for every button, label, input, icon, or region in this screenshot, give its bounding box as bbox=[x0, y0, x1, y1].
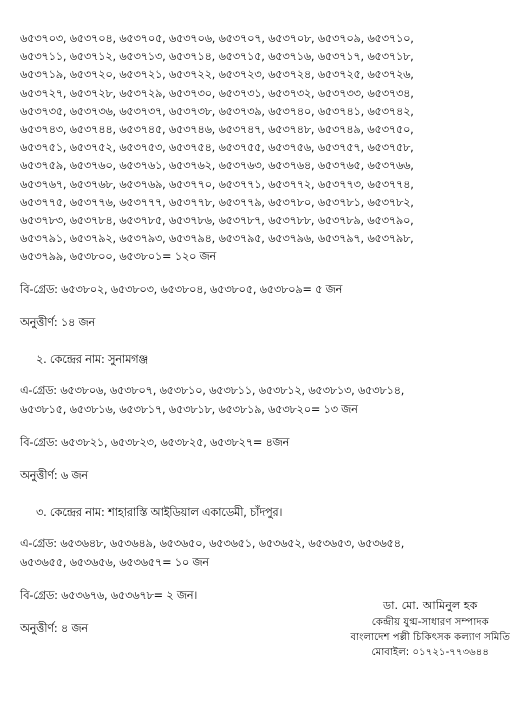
roll-line: ৬৫৩৭৯১, ৬৫৩৭৯২, ৬৫৩৭৯৩, ৬৫৩৭৯৪, ৬৫৩৭৯৫, ৬৫৩৭৯৬, ৬৫৩৭৯৭, ৬৫৩৭৯৮, bbox=[20, 232, 414, 246]
roll-line: ৬৫৩৭৮৩, ৬৫৩৭৮৪, ৬৫৩৭৮৫, ৬৫৩৭৮৬, ৬৫৩৭৮৭, ৬৫৩৭৮৮, ৬৫৩৭৮৯, ৬৫৩৭৯০, bbox=[20, 213, 414, 227]
a-grade-line: এ-গ্রেড: ৬৫৩৮০৬, ৬৫৩৮০৭, ৬৫৩৮১০, ৬৫৩৮১১, ৬৫৩৮১২, ৬৫৩৮১৩, ৬৫৩৮১৪, bbox=[20, 384, 405, 398]
center-2-b-grade: বি-গ্রেড: ৬৫৩৮২১, ৬৫৩৮২৩, ৬৫৩৮২৫, ৬৫৩৮২৭= ৪জন bbox=[20, 436, 290, 450]
center-3-failed: অনুত্তীর্ণ: ৪ জন bbox=[20, 622, 88, 636]
signature-block bbox=[351, 598, 510, 660]
roll-line: ৬৫৩৭১১, ৬৫৩৭১২, ৬৫৩৭১৩, ৬৫৩৭১৪, ৬৫৩৭১৫, ৬৫৩৭১৬, ৬৫৩৭১৭, ৬৫৩৭১৮, bbox=[20, 50, 414, 64]
signatory-designation: কেন্দ্রীয় যুগ্ম-সাধারণ সম্পাদক bbox=[371, 617, 489, 628]
center-3-title: ৩. কেন্দ্রের নাম: শাহারাস্তি আইডিয়াল একাডেমী, চাঁদপুর। bbox=[36, 506, 283, 520]
roll-line: ৬৫৩৭২৭, ৬৫৩৭২৮, ৬৫৩৭২৯, ৬৫৩৭৩০, ৬৫৩৭৩১, ৬৫৩৭৩২, ৬৫৩৭৩৩, ৬৫৩৭৩৪, bbox=[20, 86, 414, 100]
b-grade-line: বি-গ্রেড: ৬৫৩৮০২, ৬৫৩৮০৩, ৬৫৩৮০৪, ৬৫৩৮০৫, ৬৫৩৮০৯= ৫ জন bbox=[20, 283, 343, 297]
a-grade-line: ৬৫৩৮১৫, ৬৫৩৮১৬, ৬৫৩৮১৭, ৬৫৩৮১৮, ৬৫৩৮১৯, ৬৫৩৮২০= ১৩ জন bbox=[20, 403, 358, 417]
signatory-mobile: মোবাইল: ০১৭২১-৭৭৩৬৪৪ bbox=[371, 647, 489, 658]
roll-line: ৬৫৩৭৭৫, ৬৫৩৭৭৬, ৬৫৩৭৭৭, ৬৫৩৭৭৮, ৬৫৩৭৭৯, ৬৫৩৭৮০, ৬৫৩৭৮১, ৬৫৩৭৮২, bbox=[20, 195, 414, 209]
center-2-failed: অনুত্তীর্ণ: ৬ জন bbox=[20, 469, 88, 483]
failed-count: অনুত্তীর্ণ: ১৪ জন bbox=[20, 316, 95, 330]
roll-line: ৬৫৩৭০৩, ৬৫৩৭০৪, ৬৫৩৭০৫, ৬৫৩৭০৬, ৬৫৩৭০৭, ৬৫৩৭০৮, ৬৫৩৭০৯, ৬৫৩৭১০, bbox=[20, 32, 414, 45]
roll-line: ৬৫৩৭৪৩, ৬৫৩৭৪৪, ৬৫৩৭৪৫, ৬৫৩৭৪৬, ৬৫৩৭৪৭, ৬৫৩৭৪৮, ৬৫৩৭৪৯, ৬৫৩৭৫০, bbox=[20, 122, 414, 136]
a-grade-line: ৬৫৩৬৫৫, ৬৫৩৬৫৬, ৬৫৩৬৫৭= ১০ জন bbox=[20, 556, 209, 570]
roll-line: ৬৫৩৭১৯, ৬৫৩৭২০, ৬৫৩৭২১, ৬৫৩৭২২, ৬৫৩৭২৩, ৬৫৩৭২৪, ৬৫৩৭২৫, ৬৫৩৭২৬, bbox=[20, 68, 414, 82]
roll-line-total: ৬৫৩৭৯৯, ৬৫৩৮০০, ৬৫৩৮০১= ১২০ জন bbox=[20, 250, 216, 264]
roll-line: ৬৫৩৭৫১, ৬৫৩৭৫২, ৬৫৩৭৫৩, ৬৫৩৭৫৪, ৬৫৩৭৫৫, ৬৫৩৭৫৬, ৬৫৩৭৫৭, ৬৫৩৭৫৮, bbox=[20, 141, 414, 155]
roll-line: ৬৫৩৭৫৯, ৬৫৩৭৬০, ৬৫৩৭৬১, ৬৫৩৭৬২, ৬৫৩৭৬৩, ৬৫৩৭৬৪, ৬৫৩৭৬৫, ৬৫৩৭৬৬, bbox=[20, 159, 414, 173]
signatory-name: ডা. মো. আমিনুল হক bbox=[383, 599, 478, 612]
roll-line: ৬৫৩৭৩৫, ৬৫৩৭৩৬, ৬৫৩৭৩৭, ৬৫৩৭৩৮, ৬৫৩৭৩৯, ৬৫৩৭৪০, ৬৫৩৭৪১, ৬৫৩৭৪২, bbox=[20, 104, 414, 118]
roll-line: ৬৫৩৭৬৭, ৬৫৩৭৬৮, ৬৫৩৭৬৯, ৬৫৩৭৭০, ৬৫৩৭৭১, ৬৫৩৭৭২, ৬৫৩৭৭৩, ৬৫৩৭৭৪, bbox=[20, 177, 414, 191]
signatory-organization: বাংলাদেশ পল্লী চিকিৎসক কল্যাণ সমিতি bbox=[350, 632, 510, 643]
center-2-a-grade bbox=[20, 381, 514, 419]
a-grade-line: এ-গ্রেড: ৬৫৩৬৪৮, ৬৫৩৬৪৯, ৬৫৩৬৫০, ৬৫৩৬৫১, ৬৫৩৬৫২, ৬৫৩৬৫৩, ৬৫৩৬৫৪, bbox=[20, 537, 405, 551]
roll-list-group-1 bbox=[20, 0, 514, 266]
center-3-a-grade bbox=[20, 534, 514, 572]
center-3-b-grade: বি-গ্রেড: ৬৫৩৬৭৬, ৬৫৩৬৭৮= ২ জন। bbox=[20, 589, 198, 603]
center-2-title: ২. কেন্দ্রের নাম: সুনামগঞ্জ bbox=[36, 353, 148, 367]
